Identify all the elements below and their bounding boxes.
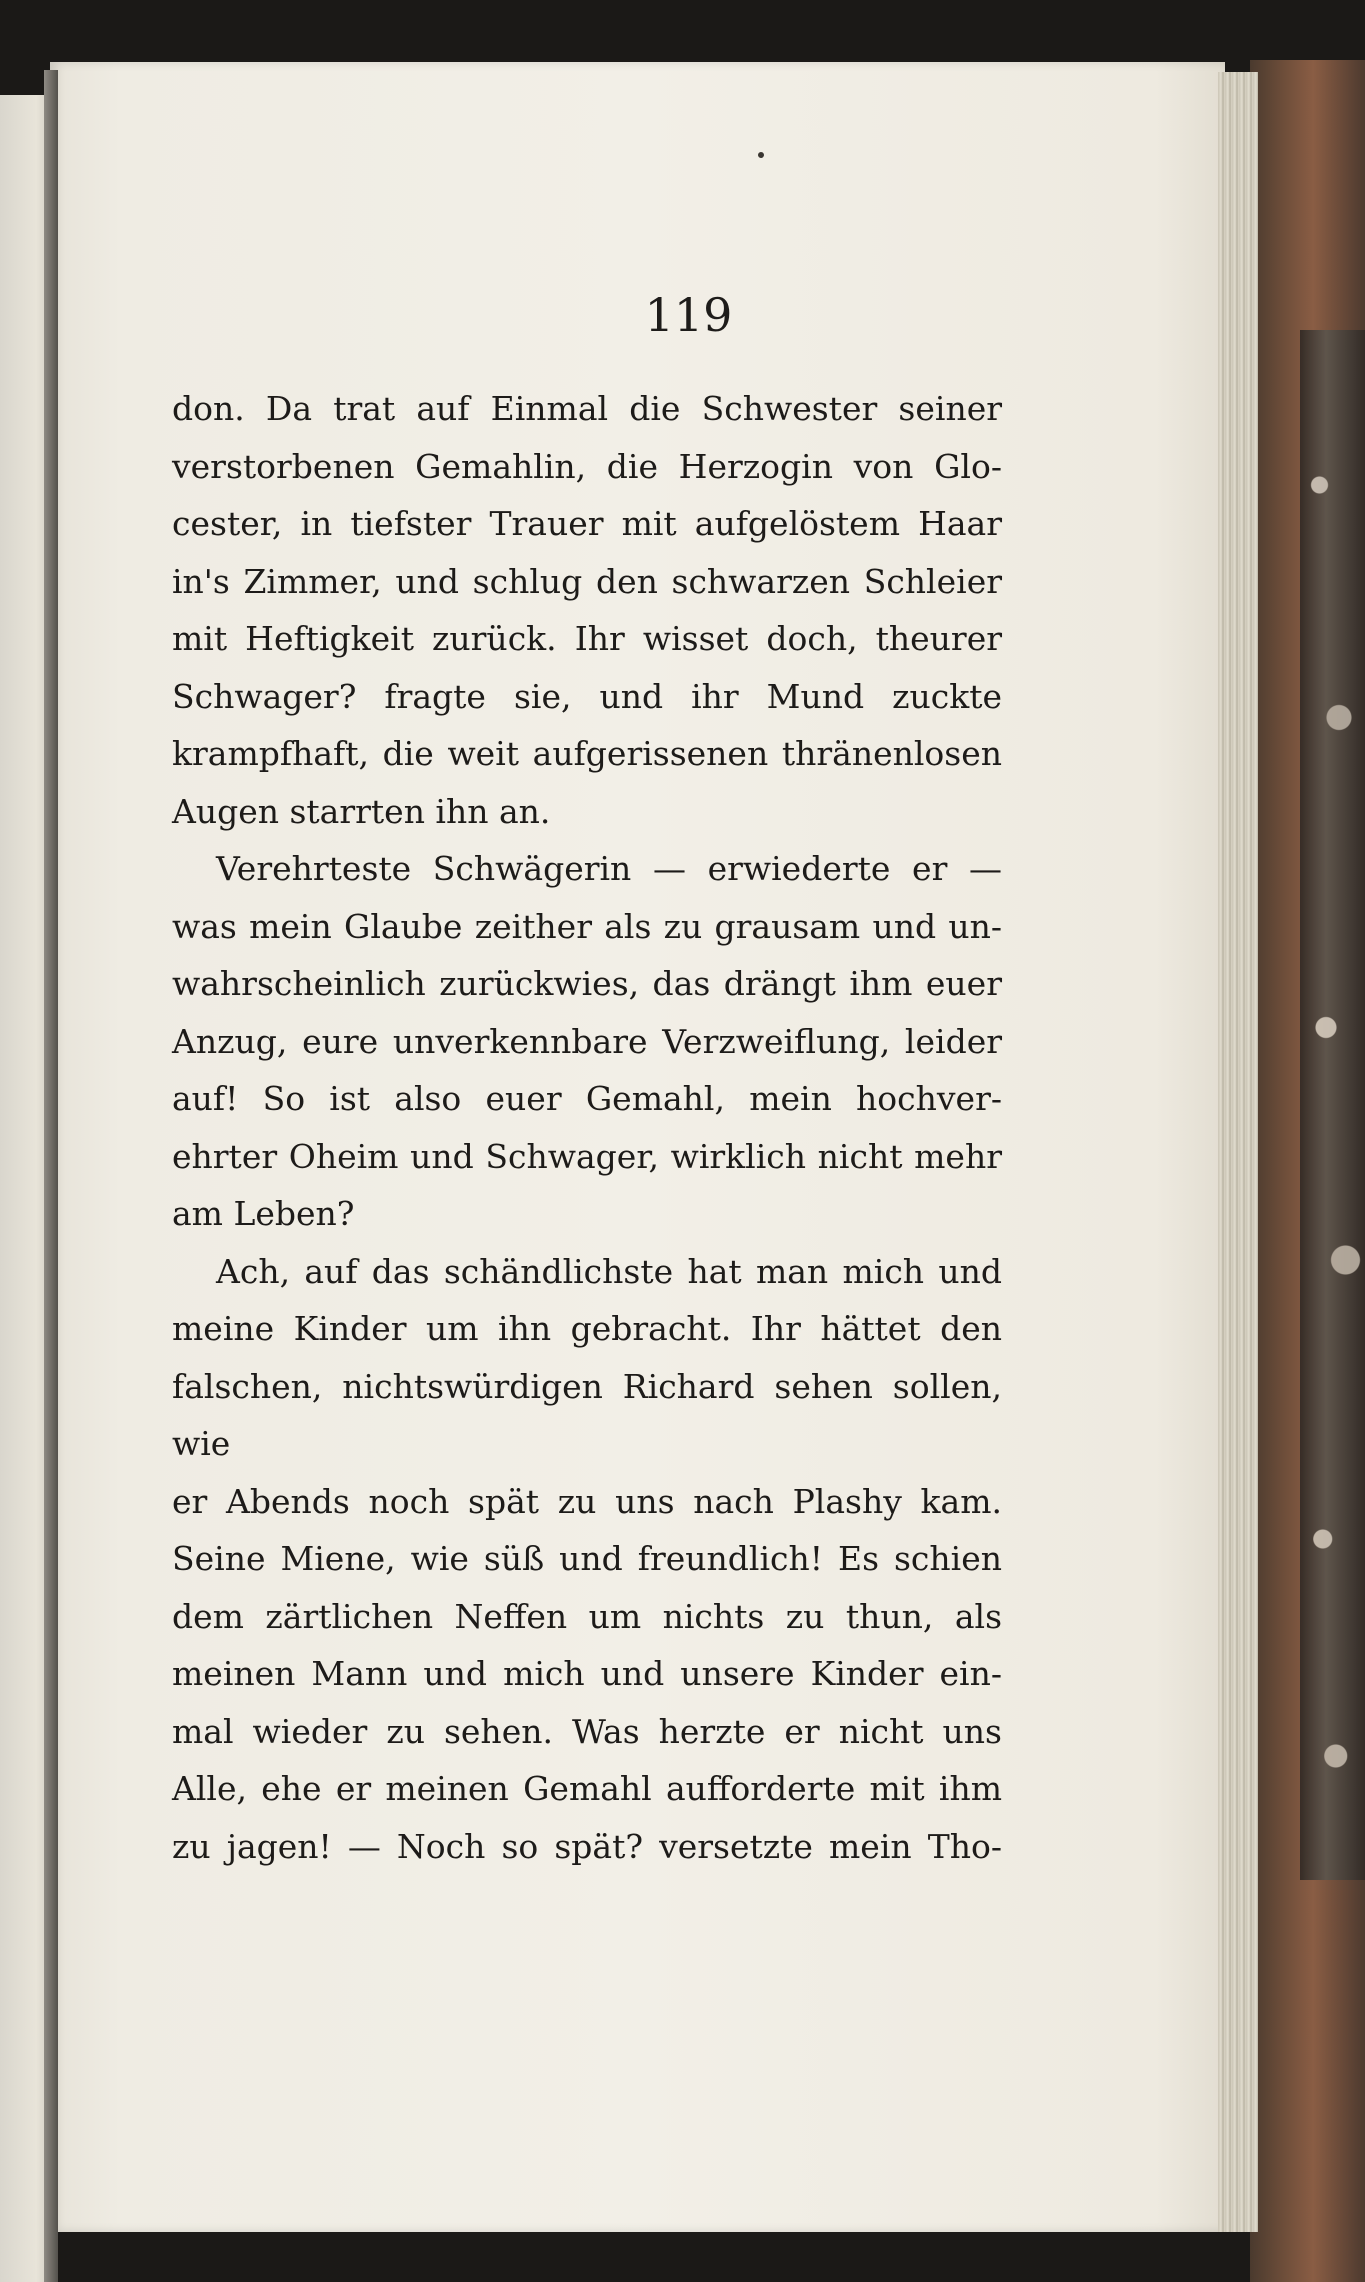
text-line: don. Da trat auf Einmal die Schwester seiner <box>172 389 1002 428</box>
text-line: dem zärtlichen Neffen um nichts zu thun, als <box>172 1596 1002 1636</box>
text-line: zu jagen! — Noch so spät? versetzte mein Tho- <box>172 1826 1002 1866</box>
text-line: er Abends noch spät zu uns nach Plashy kam. <box>172 1481 1002 1521</box>
text-line: auf! So ist also euer Gemahl, mein hochver- <box>172 1079 1002 1118</box>
text-line: Verehrteste Schwägerin — erwiederte er — <box>216 849 1002 888</box>
text-line: cester, in tiefster Trauer mit aufgelöstem Haar <box>172 504 1002 543</box>
text-line: mal wieder zu sehen. Was herzte er nicht uns <box>172 1711 1002 1751</box>
page-body-text <box>172 380 1002 1875</box>
text-line: ehrter Oheim und Schwager, wirklich nicht mehr <box>172 1136 1002 1176</box>
text-line: wahrscheinlich zurückwies, das drängt ihm euer <box>172 964 1002 1003</box>
text-line: mit Heftigkeit zurück. Ihr wisset doch, theurer <box>172 619 1002 658</box>
text-line: am Leben? <box>172 1194 355 1233</box>
text-line: meinen Mann und mich und unsere Kinder ein- <box>172 1654 1002 1693</box>
text-line: Augen starrten ihn an. <box>172 791 551 831</box>
text-line: verstorbenen Gemahlin, die Herzogin von Glo- <box>172 446 1002 486</box>
text-line: Alle, ehe er meinen Gemahl aufforderte mit ihm <box>172 1769 1002 1808</box>
worn-spine <box>1300 330 1365 1880</box>
page-number: 119 <box>644 288 733 342</box>
text-line: Ach, auf das schändlichste hat man mich und <box>216 1251 1002 1291</box>
text-line: was mein Glaube zeither als zu grausam und un- <box>172 906 1002 946</box>
paper-speck <box>758 152 764 158</box>
text-line: Anzug, eure unverkennbare Verzweiflung, leider <box>172 1021 1002 1061</box>
text-line: krampfhaft, die weit aufgerissenen thränenlosen <box>172 734 1002 773</box>
text-line: Schwager? fragte sie, und ihr Mund zuckte <box>172 676 1002 716</box>
page-gutter <box>44 70 58 2282</box>
text-line: in's Zimmer, und schlug den schwarzen Schleier <box>172 561 1002 601</box>
text-line: Seine Miene, wie süß und freundlich! Es schien <box>172 1539 1002 1578</box>
text-line: falschen, nichtswürdigen Richard sehen sollen, wie <box>172 1366 1002 1463</box>
text-line: meine Kinder um ihn gebracht. Ihr hättet den <box>172 1309 1002 1348</box>
page-stack-edges <box>1218 72 1258 2232</box>
